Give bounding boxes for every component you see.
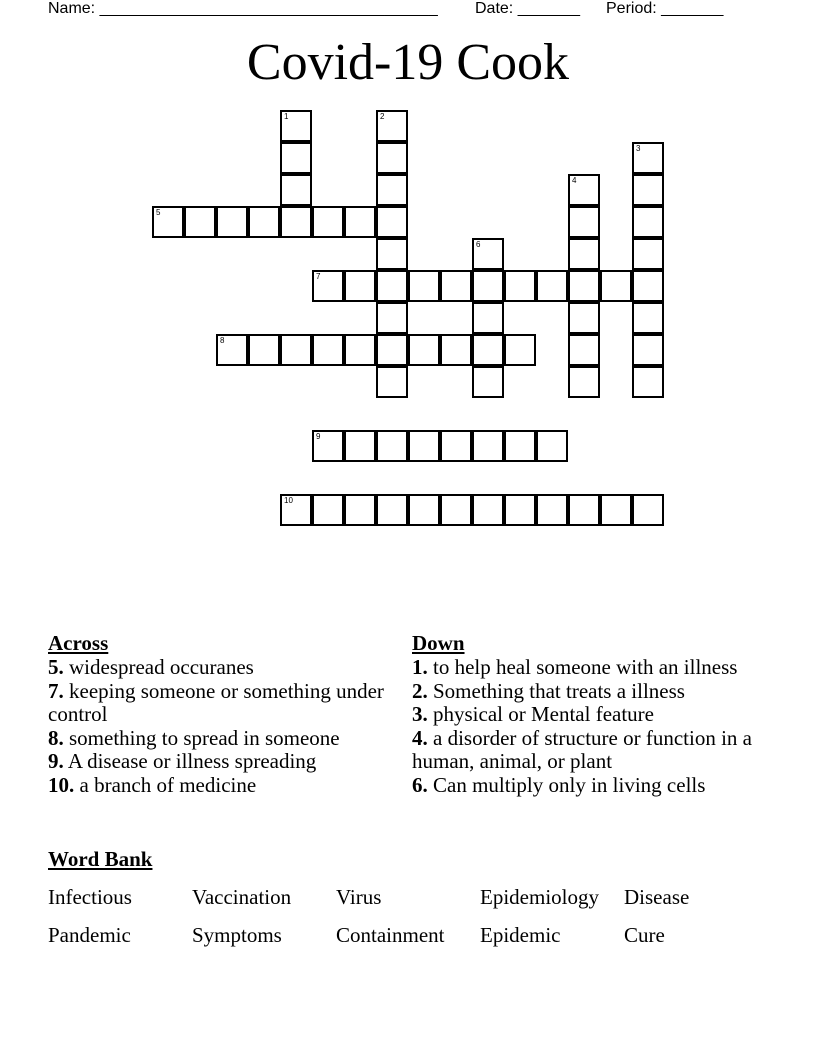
clue-number: 6. <box>412 772 428 797</box>
across-clue <box>48 680 388 727</box>
clue-text: physical or Mental feature <box>433 702 654 726</box>
across-clue <box>48 727 388 751</box>
crossword-cell[interactable] <box>280 174 312 206</box>
clue-text: to help heal someone with an illness <box>433 655 738 679</box>
crossword-cell[interactable] <box>344 206 376 238</box>
name-field-label[interactable]: Name: ______________________________________ <box>48 0 438 17</box>
crossword-cell[interactable] <box>216 206 248 238</box>
crossword-cell[interactable] <box>280 494 312 526</box>
crossword-cell[interactable] <box>472 238 504 270</box>
clue-number-label: 3 <box>636 144 641 153</box>
crossword-cell[interactable] <box>280 110 312 142</box>
word-bank-heading: Word Bank <box>48 847 153 871</box>
crossword-cell[interactable] <box>536 430 568 462</box>
crossword-cell[interactable] <box>376 206 408 238</box>
word-bank-word: Infectious <box>48 885 132 909</box>
crossword-cell[interactable] <box>408 334 440 366</box>
clue-number-label: 4 <box>572 176 577 185</box>
crossword-cell[interactable] <box>568 302 600 334</box>
crossword-cell[interactable] <box>184 206 216 238</box>
clue-number-label: 6 <box>476 240 481 249</box>
clue-number-label: 8 <box>220 336 225 345</box>
word-bank-word: Pandemic <box>48 923 131 947</box>
crossword-cell[interactable] <box>344 494 376 526</box>
clue-text: a disorder of structure or function in a human, animal, or plant <box>412 725 752 773</box>
crossword-cell[interactable] <box>376 238 408 270</box>
crossword-cell[interactable] <box>472 366 504 398</box>
word-bank-word: Disease <box>624 885 690 909</box>
crossword-cell[interactable] <box>472 334 504 366</box>
crossword-cell[interactable] <box>472 270 504 302</box>
clue-number: 4. <box>412 725 428 750</box>
crossword-cell[interactable] <box>344 270 376 302</box>
clue-number: 3. <box>412 702 428 726</box>
clue-number: 10. <box>48 772 75 797</box>
down-heading: Down <box>412 631 465 655</box>
crossword-cell[interactable] <box>280 206 312 238</box>
crossword-cell[interactable] <box>408 494 440 526</box>
word-bank-word: Epidemiology <box>480 885 599 909</box>
across-heading: Across <box>48 631 109 655</box>
crossword-cell[interactable] <box>216 334 248 366</box>
across-clue <box>48 750 388 774</box>
crossword-cell[interactable] <box>568 270 600 302</box>
crossword-cell[interactable] <box>376 110 408 142</box>
clue-number: 9. <box>48 749 64 773</box>
crossword-cell[interactable] <box>376 142 408 174</box>
clue-number-label: 7 <box>316 272 321 281</box>
clue-number: 2. <box>412 678 428 703</box>
word-bank-word: Symptoms <box>192 923 282 947</box>
clue-text: A disease or illness spreading <box>67 749 317 773</box>
crossword-cell[interactable] <box>312 430 344 462</box>
clue-number: 5. <box>48 655 64 679</box>
crossword-cell[interactable] <box>568 366 600 398</box>
crossword-cell[interactable] <box>408 270 440 302</box>
word-bank-word: Epidemic <box>480 923 561 947</box>
crossword-cell[interactable] <box>632 366 664 398</box>
crossword-cell[interactable] <box>280 142 312 174</box>
clue-text: Something that treats a illness <box>433 678 685 703</box>
word-bank-word: Cure <box>624 923 665 947</box>
crossword-cell[interactable] <box>280 334 312 366</box>
crossword-cell[interactable] <box>504 270 536 302</box>
clue-number-label: 10 <box>284 496 293 505</box>
crossword-cell[interactable] <box>440 270 472 302</box>
across-clue <box>48 774 388 798</box>
crossword-cell[interactable] <box>248 334 280 366</box>
clue-text: widespread occuranes <box>69 655 254 679</box>
down-clue <box>412 680 762 704</box>
clue-number-label: 1 <box>284 112 289 121</box>
clue-number-label: 9 <box>316 432 321 441</box>
crossword-cell[interactable] <box>632 334 664 366</box>
crossword-cell[interactable] <box>152 206 184 238</box>
crossword-cell[interactable] <box>472 430 504 462</box>
crossword-cell[interactable] <box>632 174 664 206</box>
crossword-cell[interactable] <box>536 494 568 526</box>
crossword-cell[interactable] <box>600 494 632 526</box>
date-field-label[interactable]: Date: _______ <box>475 0 580 17</box>
down-clue <box>412 703 762 727</box>
word-bank-word: Vaccination <box>192 885 292 909</box>
clue-number-label: 5 <box>156 208 161 217</box>
clue-number: 8. <box>48 725 64 750</box>
crossword-cell[interactable] <box>472 302 504 334</box>
down-clue <box>412 727 762 774</box>
down-clues <box>412 630 762 797</box>
crossword-cell[interactable] <box>472 494 504 526</box>
crossword-cell[interactable] <box>632 142 664 174</box>
crossword-cell[interactable] <box>440 430 472 462</box>
clue-number-label: 2 <box>380 112 385 121</box>
crossword-cell[interactable] <box>568 494 600 526</box>
clue-text: keeping someone or something under control <box>48 678 384 726</box>
crossword-cell[interactable] <box>632 206 664 238</box>
word-bank-word: Containment <box>336 923 445 947</box>
crossword-cell[interactable] <box>568 238 600 270</box>
crossword-cell[interactable] <box>600 270 632 302</box>
crossword-cell[interactable] <box>376 334 408 366</box>
clue-text: something to spread in someone <box>69 725 340 750</box>
crossword-cell[interactable] <box>248 206 280 238</box>
crossword-cell[interactable] <box>568 334 600 366</box>
crossword-cell[interactable] <box>344 430 376 462</box>
crossword-cell[interactable] <box>504 430 536 462</box>
period-field-label[interactable]: Period: _______ <box>606 0 724 17</box>
crossword-cell[interactable] <box>632 494 664 526</box>
crossword-cell[interactable] <box>344 334 376 366</box>
crossword-cell[interactable] <box>408 430 440 462</box>
crossword-cell[interactable] <box>376 430 408 462</box>
crossword-cell[interactable] <box>312 494 344 526</box>
page-title: Covid-19 Cook <box>246 34 570 91</box>
crossword-cell[interactable] <box>376 174 408 206</box>
clue-text: a branch of medicine <box>79 772 257 797</box>
across-clue <box>48 656 388 680</box>
crossword-cell[interactable] <box>568 206 600 238</box>
crossword-cell[interactable] <box>632 238 664 270</box>
crossword-cell[interactable] <box>376 494 408 526</box>
crossword-cell[interactable] <box>376 302 408 334</box>
crossword-cell[interactable] <box>312 334 344 366</box>
crossword-cell[interactable] <box>504 334 536 366</box>
crossword-cell[interactable] <box>312 206 344 238</box>
down-clue <box>412 774 762 798</box>
clue-text: Can multiply only in living cells <box>433 772 706 797</box>
crossword-cell[interactable] <box>312 270 344 302</box>
crossword-cell[interactable] <box>440 494 472 526</box>
word-bank-word: Virus <box>336 885 382 909</box>
crossword-cell[interactable] <box>568 174 600 206</box>
crossword-cell[interactable] <box>440 334 472 366</box>
down-clue <box>412 656 762 680</box>
crossword-cell[interactable] <box>376 366 408 398</box>
clue-number: 1. <box>412 655 428 679</box>
crossword-cell[interactable] <box>376 270 408 302</box>
across-clues <box>48 630 388 797</box>
crossword-cell[interactable] <box>536 270 568 302</box>
clue-number: 7. <box>48 678 64 703</box>
crossword-cell[interactable] <box>632 270 664 302</box>
crossword-cell[interactable] <box>632 302 664 334</box>
crossword-cell[interactable] <box>504 494 536 526</box>
